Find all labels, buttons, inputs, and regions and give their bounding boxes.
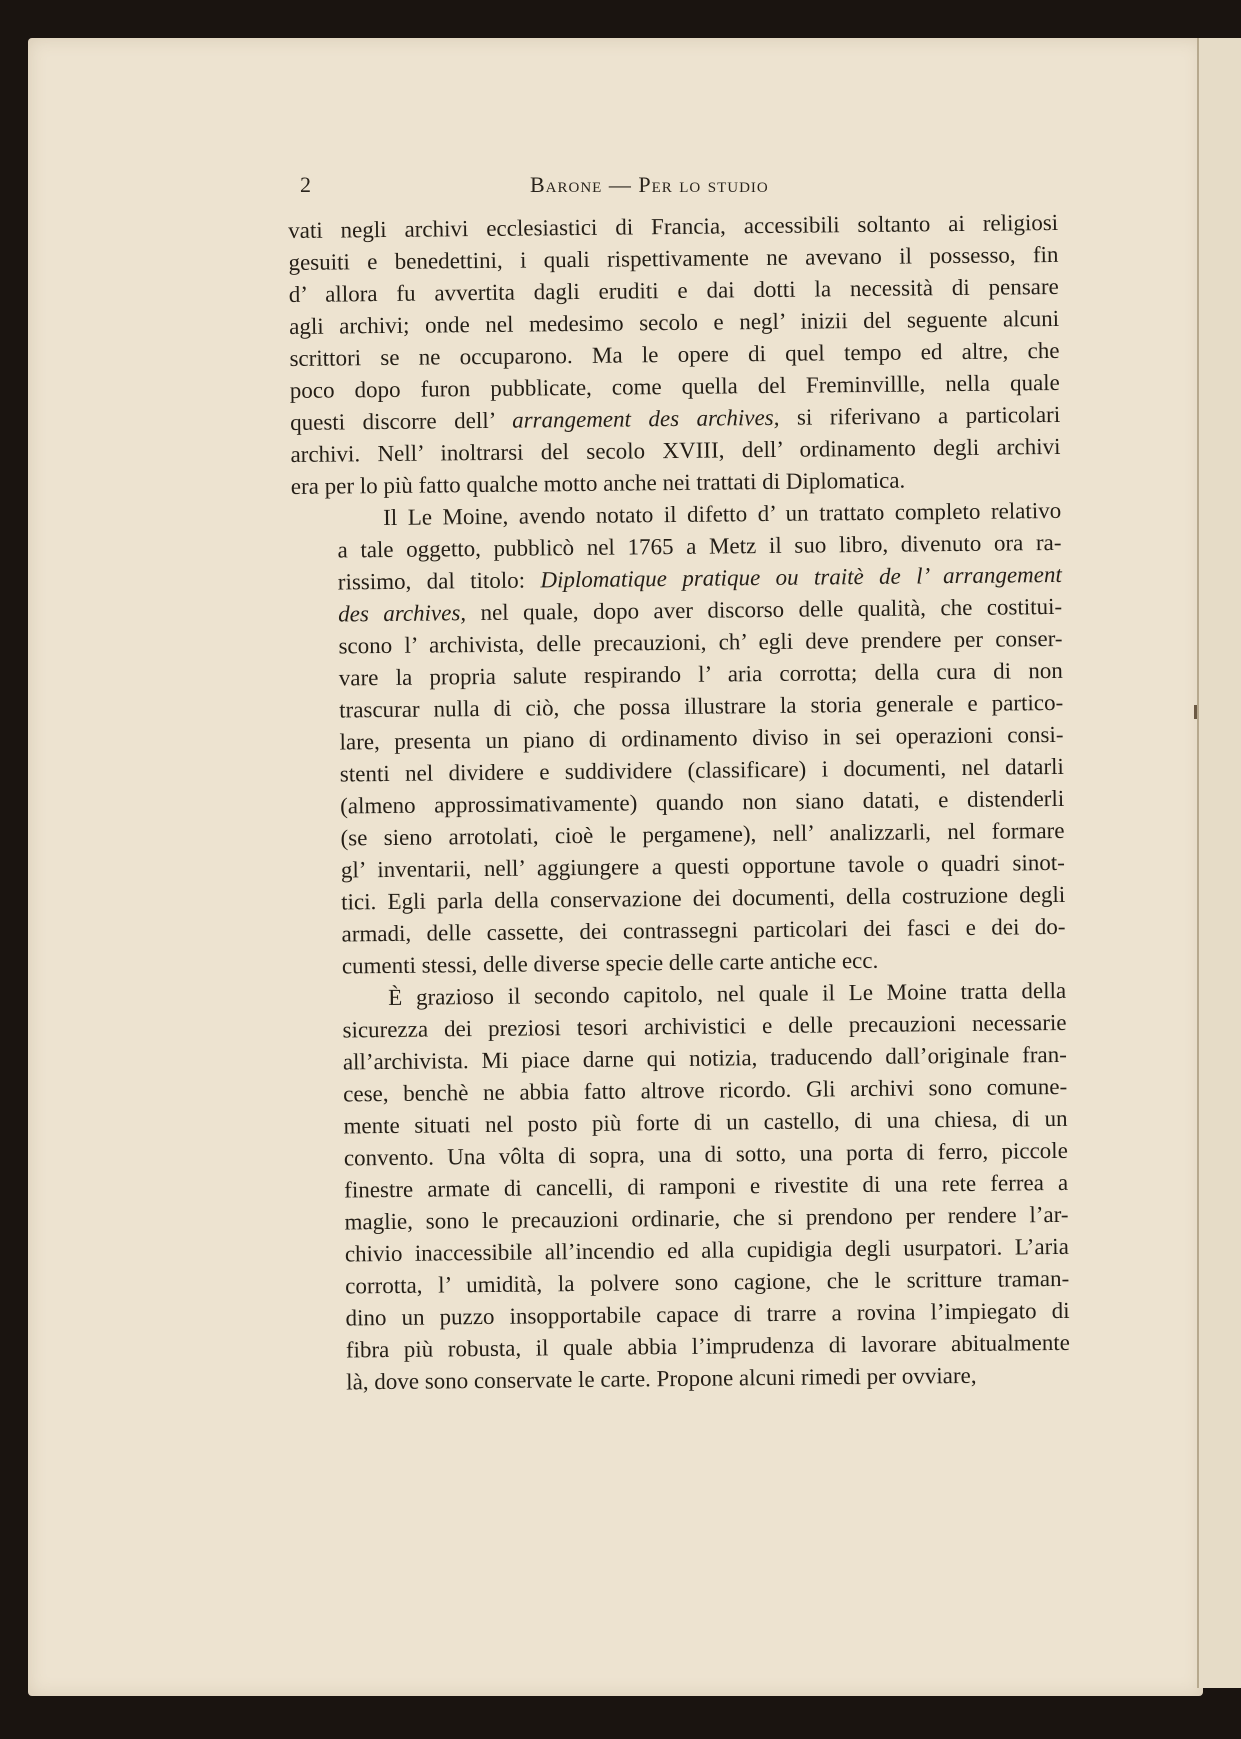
text-segment: gl’ inventarii, nell’ aggiungere a questi opportune tavole o quadri sinot- (340, 849, 1065, 883)
italic-title: Diplomatique pratique ou traitè de l’ arrangement (540, 561, 1062, 593)
text-segment: d’ allora fu avvertita dagli eruditi e dai dotti la necessità di pensare (288, 273, 1059, 307)
running-head: Barone — Per lo studio (530, 172, 769, 197)
text-segment: si riferivano a particolari (779, 401, 1061, 430)
paragraph (296, 975, 1070, 1399)
text-segment: gesuiti e benedettini, i quali rispettivamente ne avevano il possesso, fin (288, 241, 1059, 275)
text-segment: poco dopo furon pubblicate, come quella del Freminvillle, nella quale (289, 369, 1060, 403)
text-segment: cese, benchè ne abbia fatto altrove ricordo. Gli archivi sono comune- (343, 1073, 1068, 1107)
paragraph (291, 495, 1066, 983)
text-segment: chivio inaccessibile all’incendio ed alla cupidigia degli usurpatori. L’aria (344, 1233, 1069, 1267)
text-segment: stenti nel dividere e suddividere (classificare) i documenti, nel datarli (339, 753, 1064, 787)
italic-title: des archives, (338, 600, 467, 627)
page-header (300, 172, 820, 202)
text-segment: Il Le Moine, avendo notato il difetto d’ un trattato completo relativo (383, 497, 1062, 531)
text-segment: dino un puzzo insopportabile capace di trarre a rovina l’impiegato di (345, 1297, 1070, 1331)
text-segment: tici. Egli parla della conservazione dei documenti, della costruzione degli (341, 881, 1066, 915)
text-segment: lare, presenta un piano di ordinamento diviso in sei operazioni consi- (339, 721, 1064, 755)
text-segment: (se sieno arrotolati, cioè le pergamene), nell’ analizzarli, nel formare (340, 817, 1065, 851)
body-text (288, 207, 1070, 1399)
text-segment: cumenti stessi, delle diverse specie delle carte antiche ecc. (341, 947, 879, 979)
text-segment: questi discorre dell’ (290, 407, 513, 435)
paragraph (288, 207, 1061, 503)
text-segment: vati negli archivi ecclesiastici di Francia, accessibili soltanto ai religiosi (288, 209, 1059, 243)
text-segment: corrotta, l’ umidità, la polvere sono cagione, che le scritture traman- (345, 1265, 1070, 1299)
text-segment: armadi, delle cassette, dei contrassegni particolari dei fasci e dei do- (341, 913, 1066, 947)
text-segment: mente situati nel posto più forte di un castello, di una chiesa, di un (343, 1105, 1068, 1139)
binding-mark (1194, 705, 1197, 719)
text-segment: all’archivista. Mi piace darne qui notizia, traducendo dall’originale fran- (342, 1041, 1067, 1075)
text-segment: sicurezza dei preziosi tesori archivistici e delle precauzioni necessarie (342, 1009, 1067, 1043)
text-segment: fibra più robusta, il quale abbia l’imprudenza di lavorare abitualmente (345, 1329, 1070, 1363)
text-segment: rissimo, dal titolo: (337, 567, 541, 595)
text-segment: convento. Una vôlta di sopra, una di sotto, una porta di ferro, piccole (343, 1137, 1068, 1171)
text-segment: È grazioso il secondo capitolo, nel quale il Le Moine tratta della (388, 977, 1067, 1010)
text-segment: là, dove sono conservate le carte. Propone alcuni rimedi per ovviare, (346, 1362, 977, 1395)
facing-page-edge (1197, 38, 1241, 1688)
text-segment: trascurar nulla di ciò, che possa illustrare la storia generale e partico- (339, 689, 1064, 723)
italic-title: arrangement des archives, (511, 404, 780, 433)
text-segment: scono l’ archivista, delle precauzioni, ch’ egli deve prendere per conser- (338, 625, 1063, 659)
text-segment: (almeno approssimativamente) quando non siano datati, e distenderli (340, 785, 1065, 819)
text-segment: scrittori se ne occuparono. Ma le opere di quel tempo ed altre, che (289, 337, 1060, 371)
text-segment: finestre armate di cancelli, di ramponi e rivestite di una rete ferrea a (344, 1169, 1069, 1203)
text-segment: agli archivi; onde nel medesimo secolo e negl’ inizii del seguente alcuni (289, 305, 1060, 339)
text-segment: nel quale, dopo aver discorso delle qualità, che costitui- (465, 593, 1063, 626)
text-segment: vare la propria salute respirando l’ aria corrotta; della cura di non (338, 657, 1063, 691)
text-segment: era per lo più fatto qualche motto anche nei trattati di Diplomatica. (290, 467, 906, 499)
page-number: 2 (300, 172, 311, 197)
text-segment: archivi. Nell’ inoltrarsi del secolo XVIII, dell’ ordinamento degli archivi (290, 433, 1061, 467)
text-segment: a tale oggetto, pubblicò nel 1765 a Metz il suo libro, divenuto ora ra- (337, 529, 1062, 563)
text-segment: maglie, sono le precauzioni ordinarie, che si prendono per rendere l’ar- (344, 1201, 1069, 1235)
